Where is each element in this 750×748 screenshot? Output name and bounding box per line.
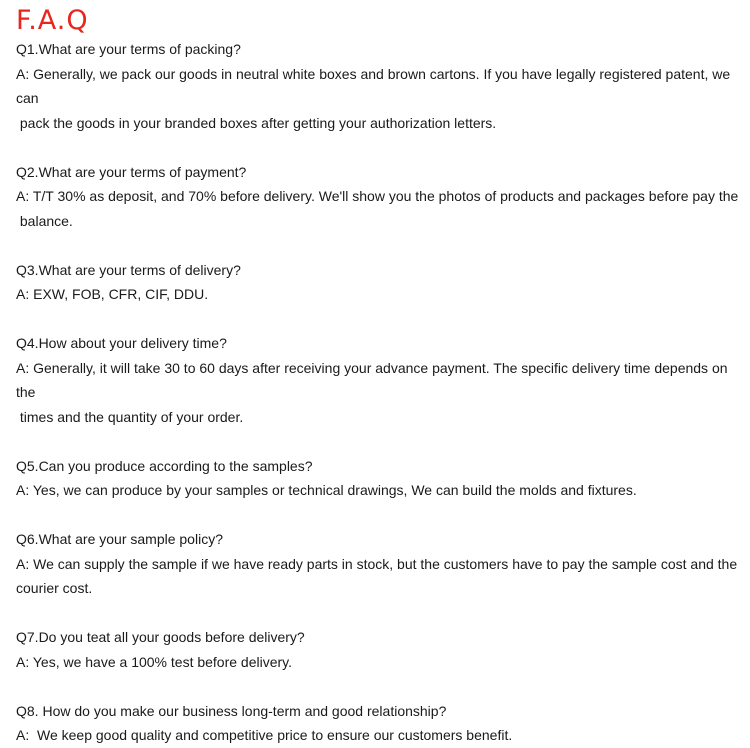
faq-item-3: [16, 258, 746, 307]
faq-answer-line: A: Generally, it will take 30 to 60 days after receiving your advance payment. The specific delivery time depends on the: [16, 359, 728, 400]
faq-question: Q2.What are your terms of payment?: [16, 163, 247, 180]
faq-item-2: [16, 160, 746, 234]
faq-item-5: [16, 454, 746, 503]
faq-item-4: [16, 331, 746, 429]
faq-question: Q3.What are your terms of delivery?: [16, 261, 241, 278]
faq-item-1: [16, 37, 746, 135]
page-title: F.A.Q: [16, 5, 89, 36]
faq-question: Q8. How do you make our business long-term and good relationship?: [16, 702, 447, 719]
faq-answer-line: pack the goods in your branded boxes after getting your authorization letters.: [16, 114, 497, 131]
faq-answer-line: A: Yes, we have a 100% test before delivery.: [16, 653, 293, 670]
faq-list: [16, 37, 746, 748]
faq-item-8: [16, 699, 746, 748]
faq-answer-line: courier cost.: [16, 580, 93, 596]
faq-answer-line: A: Generally, we pack our goods in neutral white boxes and brown cartons. If you have legally registered patent, we can: [16, 65, 731, 106]
faq-answer-line: times and the quantity of your order.: [16, 408, 244, 425]
faq-question: Q7.Do you teat all your goods before delivery?: [16, 629, 305, 645]
faq-question: Q6.What are your sample policy?: [16, 531, 223, 547]
faq-answer-line: A: We keep good quality and competitive price to ensure our customers benefit.: [16, 727, 513, 743]
faq-answer-line: A: Yes, we can produce by your samples or technical drawings, We can build the molds and fixtures.: [16, 482, 637, 498]
faq-question: Q5.Can you produce according to the samples?: [16, 457, 313, 474]
faq-answer-line: A: We can supply the sample if we have ready parts in stock, but the customers have to pay the sample cost and the: [16, 555, 738, 572]
faq-question: Q1.What are your terms of packing?: [16, 41, 241, 57]
faq-question: Q4.How about your delivery time?: [16, 335, 227, 351]
faq-item-6: [16, 527, 746, 601]
faq-answer-line: balance.: [16, 212, 73, 229]
faq-item-7: [16, 625, 746, 674]
faq-answer-line: A: T/T 30% as deposit, and 70% before delivery. We'll show you the photos of products and packages before pay the: [16, 188, 739, 204]
faq-answer-line: A: EXW, FOB, CFR, CIF, DDU.: [16, 286, 209, 302]
